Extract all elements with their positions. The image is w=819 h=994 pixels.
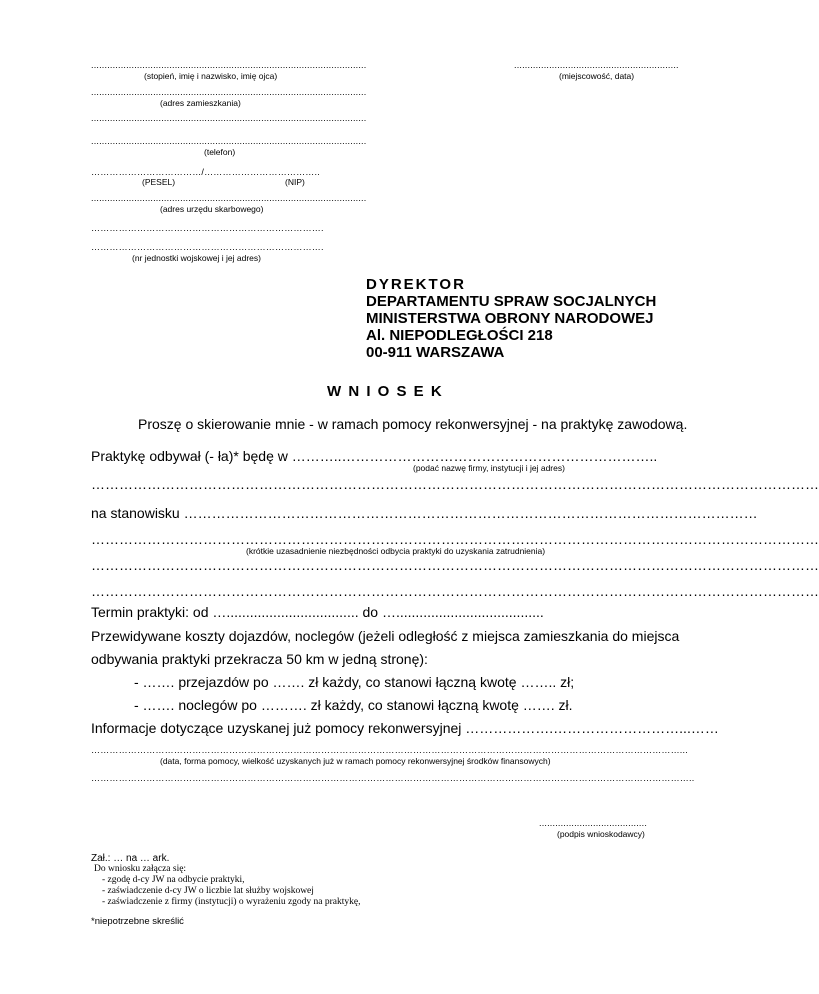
address-field-dots[interactable]: ...................................................................................................... (91, 87, 367, 97)
addressee-ministry: MINISTERSTWA OBRONY NARODOWEJ (366, 310, 654, 327)
previous-aid-dots[interactable]: …………………………………………………………………………………………………………………………………………………………………………... (91, 745, 688, 755)
tax-office-field-dots[interactable]: ...................................................................................................... (91, 193, 367, 203)
place-date-field-dots[interactable]: ............................................................. (514, 60, 679, 70)
phone-field-caption: (telefon) (204, 147, 236, 157)
previous-aid-field[interactable]: Informacje dotyczące uzyskanej już pomocy rekonwersyjnej ……………….………………………...…… (91, 720, 719, 736)
attachments-note-item2: - zaświadczenie d-cy JW o liczbie lat służby wojskowej (102, 886, 314, 896)
practice-location-caption: (podać nazwę firmy, instytucji i jej adres) (413, 463, 565, 473)
tax-office-caption: (adres urzędu skarbowego) (160, 204, 264, 214)
name-field-caption: (stopień, imię i nazwisko, imię ojca) (144, 71, 278, 81)
costs-description-line1: Przewidywane koszty dojazdów, noclegów (jeżeli odległość z miejsca zamieszkania do miejsca (91, 628, 680, 644)
practice-term-field[interactable]: Termin praktyki: od ….................................. do …...................................... (91, 604, 544, 620)
attachments-note-item3: - zaświadczenie z firmy (instytucji) o wyrażeniu zgody na praktykę, (102, 897, 361, 907)
accommodation-cost-field[interactable]: - ……. noclegów po ………. zł każdy, co stanowi łączną kwotę ……. zł. (134, 697, 573, 713)
request-text: Proszę o skierowanie mnie - w ramach pomocy rekonwersyjnej - na praktykę zawodową. (138, 416, 688, 432)
addressee-title: DYREKTOR (366, 276, 466, 293)
costs-description-line2: odbywania praktyki przekracza 50 km w jedną stronę): (91, 651, 428, 667)
attachments-note-title: Do wniosku załącza się: (94, 864, 187, 874)
military-unit-caption: (nr jednostki wojskowej i jej adres) (132, 253, 261, 263)
justification-dots-2[interactable]: ………………………………………………………………………………………………………………………………………… (91, 557, 819, 573)
nip-caption: (NIP) (285, 177, 305, 187)
addressee-department: DEPARTAMENTU SPRAW SOCJALNYCH (366, 293, 657, 310)
signature-caption: (podpis wnioskodawcy) (557, 829, 645, 839)
attachments-count: Zał.: … na … ark. (91, 853, 170, 864)
place-date-caption: (miejscowość, data) (559, 71, 635, 81)
justification-dots-3[interactable]: ………………………………………………………………………………………………………………………………………… (91, 583, 819, 599)
signature-field[interactable]: ........................................ (539, 818, 648, 828)
military-unit-field-dots-2[interactable]: …………………………………………………………………. (91, 242, 324, 252)
practice-location-field[interactable]: Praktykę odbywał (- ła)* będę w ………..………………………………………………………….. (91, 448, 658, 464)
document-title: W N I O S E K (327, 383, 444, 400)
previous-aid-caption: (data, forma pomocy, wielkość uzyskanych już w ramach pomocy rekonwersyjnej środków finansowych) (160, 756, 551, 766)
name-field-dots[interactable]: ...................................................................................................... (91, 60, 367, 70)
addressee-city: 00-911 WARSZAWA (366, 344, 505, 361)
phone-field-dots[interactable]: ...................................................................................................... (91, 136, 367, 146)
justification-caption: (krótkie uzasadnienie niezbędności odbycia praktyki do uzyskania zatrudnienia) (246, 546, 546, 556)
address-field-dots-2[interactable]: ...................................................................................................... (91, 113, 367, 123)
address-field-caption: (adres zamieszkania) (160, 98, 241, 108)
pesel-nip-field[interactable]: ………………………………/……………………………….. (91, 167, 320, 177)
previous-aid-dots-2[interactable]: …………………………………………………………………………………………………………………………………………………………………………….. (91, 773, 695, 783)
position-field[interactable]: na stanowisku …………………………………………………………………………………………………………… (91, 505, 758, 521)
military-unit-field-dots[interactable]: …………………………………………………………………. (91, 223, 324, 233)
strike-out-note: *niepotrzebne skreślić (91, 916, 184, 927)
travel-cost-field[interactable]: - ……. przejazdów po ……. zł każdy, co stanowi łączną kwotę …….. zł; (134, 674, 575, 690)
pesel-caption: (PESEL) (142, 177, 176, 187)
attachments-note-item1: - zgodę d-cy JW na odbycie praktyki, (102, 875, 245, 885)
justification-dots[interactable]: ………………………………………………………………………………………………………………………………………… (91, 531, 819, 547)
practice-location-dots[interactable]: ………………………………………………………………………………………………………………………………………… (91, 476, 819, 492)
addressee-street: Al. NIEPODLEGŁOŚCI 218 (366, 327, 553, 344)
